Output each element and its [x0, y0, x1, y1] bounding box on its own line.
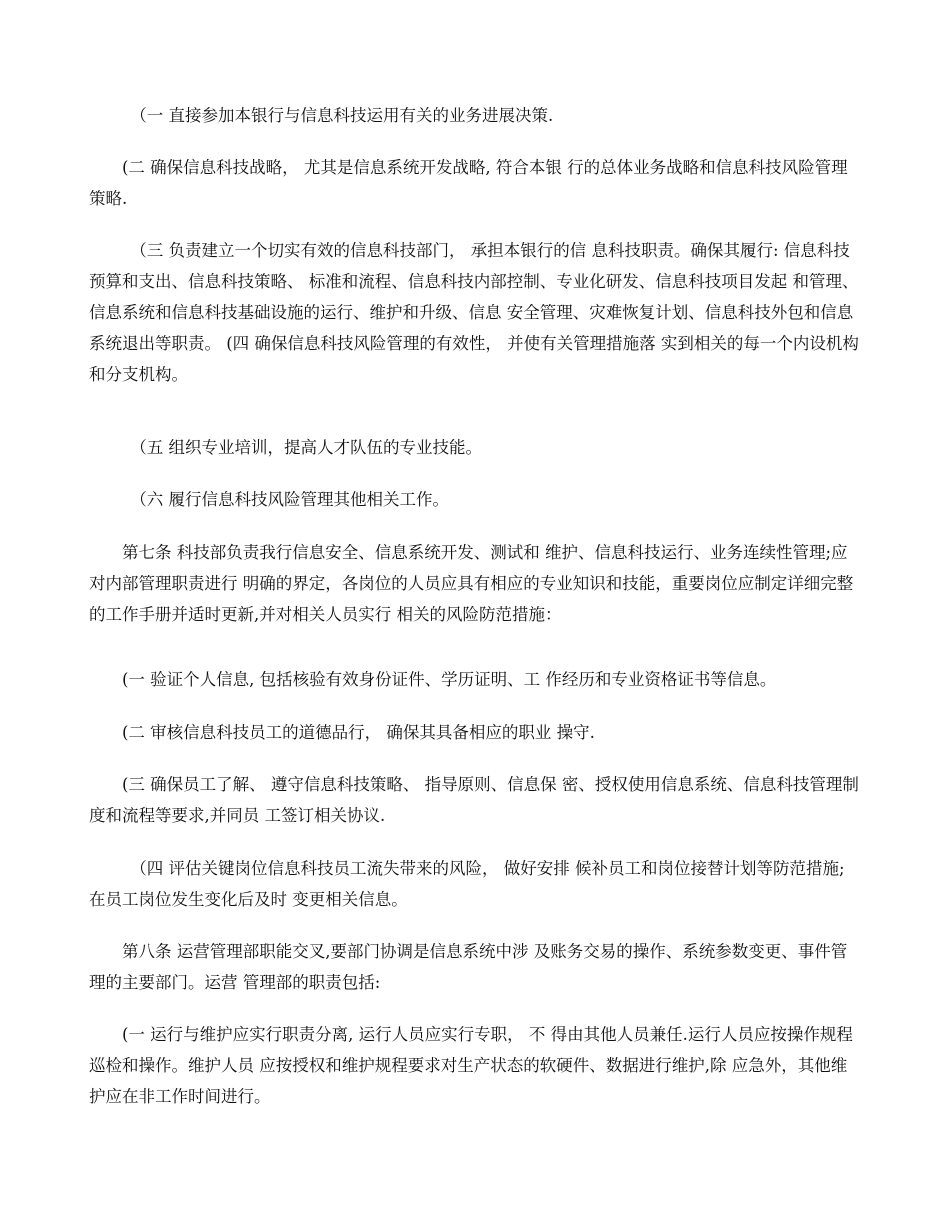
paragraph-6: 第七条 科技部负责我行信息安全、信息系统开发、测试和 维护、信息科技运行、业务连续性管理;应对内部管理职责进行 明确的界定，各岗位的人员应具有相应的专业知识和技能，重要岗位应制定详细完整的工作手册并适时更新,并对相关人员实行 相关的风险防范措施： [89, 543, 854, 624]
paragraph-3: （三 负责建立一个切实有效的信息科技部门， 承担本银行的信 息科技职责。确保其履行: 信息科技预算和支出、信息科技策略、 标准和流程、信息科技内部控制、专业化研发、信息科技项目发起 和管理、信息系统和信息科技基础设施的运行、维护和升级、信息 安全管理、灾难恢复计划、信息科技外包和信息系统退出等职责。 (四 确保信息科技风险管理的有效性， 并使有关管理措施落 实到相关的每一个内设机构和分支机构。 [89, 241, 859, 384]
paragraph-4: （五 组织专业培训，提高人才队伍的专业技能。 [130, 438, 482, 457]
paragraph-7: (一 验证个人信息, 包括核验有效身份证件、学历证明、工 作经历和专业资格证书等信息。 [122, 670, 777, 689]
paragraph-5: （六 履行信息科技风险管理其他相关工作。 [130, 490, 449, 509]
paragraph-11: 第八条 运营管理部职能交叉,要部门协调是信息系统中涉 及账务交易的操作、系统参数变更、事件管理的主要部门。运营 管理部的职责包括: [89, 942, 848, 992]
paragraph-9: (三 确保员工了解、 遵守信息科技策略、 指导原则、信息保 密、授权使用信息系统、信息科技管理制度和流程等要求,并同员 工签订相关协议. [89, 775, 859, 825]
paragraph-8: (二 审核信息科技员工的道德品行， 确保其具备相应的职业 操守. [122, 723, 595, 742]
paragraph-10: （四 评估关键岗位信息科技员工流失带来的风险， 做好安排 候补员工和岗位接替计划等防范措施;在员工岗位发生变化后及时 变更相关信息。 [89, 859, 845, 909]
paragraph-12: (一 运行与维护应实行职责分离, 运行人员应实行专职， 不 得由其他人员兼任.运行人员应按操作规程巡检和操作。维护人员 应按授权和维护规程要求对生产状态的软硬件、数据进行维护,除 应急外，其他维护应在非工作时间进行。 [89, 1025, 853, 1106]
paragraph-2: (二 确保信息科技战略， 尤其是信息系统开发战略, 符合本银 行的总体业务战略和信息科技风险管理策略. [89, 158, 848, 208]
paragraph-1: （一 直接参加本银行与信息科技运用有关的业务进展决策. [130, 106, 554, 125]
